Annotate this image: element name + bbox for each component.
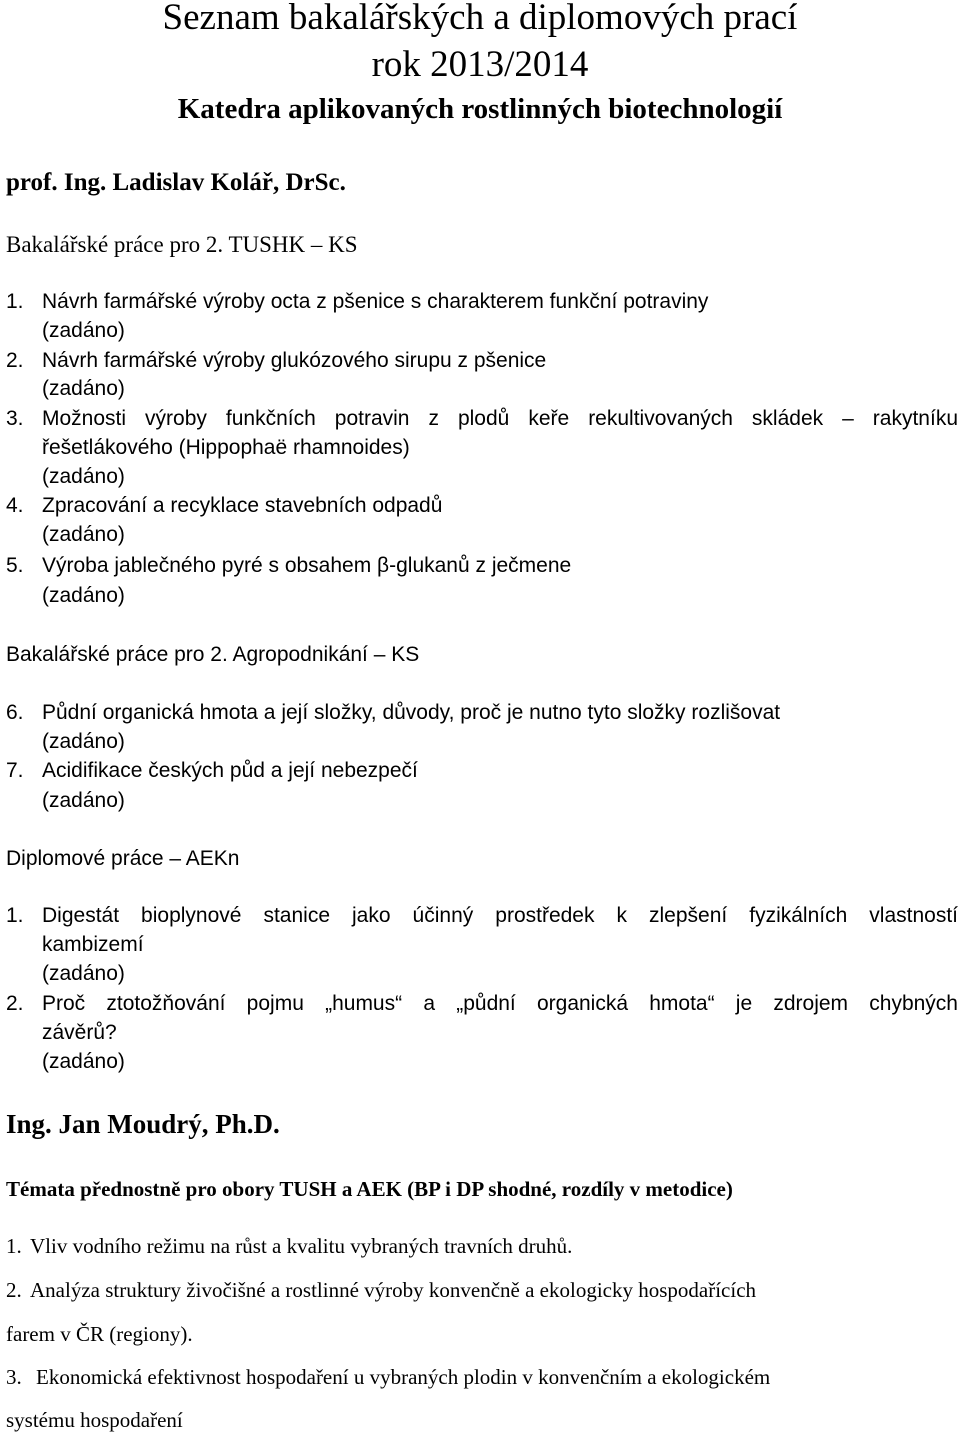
- section-heading: Bakalářské práce pro 2. TUSHK – KS: [6, 232, 358, 257]
- page-title: Seznam bakalářských a diplomových prací: [162, 0, 798, 38]
- item-title: Možnosti výroby funkčních potravin z plodů keře rekultivovaných skládek – rakytníku: [42, 407, 958, 430]
- supervisor-name: Ing. Jan Moudrý, Ph.D.: [6, 1109, 280, 1139]
- item-title: Zpracování a recyklace stavebních odpadů: [42, 494, 443, 517]
- department-name: Katedra aplikovaných rostlinných biotechnologií: [177, 93, 783, 125]
- section-heading: Diplomové práce – AEKn: [6, 847, 240, 870]
- item-number: 5.: [6, 554, 24, 577]
- item-title: Návrh farmářské výroby octa z pšenice s charakterem funkční potraviny: [42, 290, 709, 313]
- item-number: 1.: [6, 290, 24, 313]
- item-status: (zadáno): [42, 465, 125, 488]
- item-number: 3.: [6, 407, 24, 430]
- item-title: Půdní organická hmota a její složky, důvody, proč je nutno tyto složky rozlišovat: [42, 701, 781, 724]
- item-title-continued: farem v ČR (regiony).: [6, 1322, 193, 1346]
- item-title: Ekonomická efektivnost hospodaření u vybraných plodin v konvenčním a ekologickém: [36, 1365, 771, 1389]
- item-title: Proč ztotožňování pojmu „humus“ a „půdní organická hmota“ je zdrojem chybných: [42, 992, 958, 1015]
- item-status: (zadáno): [42, 789, 125, 812]
- item-title-continued: kambizemí: [42, 933, 144, 956]
- item-number: 3.: [6, 1365, 22, 1389]
- topics-heading: Témata přednostně pro obory TUSH a AEK (BP i DP shodné, rozdíly v metodice): [6, 1177, 733, 1201]
- supervisor-name: prof. Ing. Ladislav Kolář, DrSc.: [6, 169, 346, 196]
- item-title: Analýza struktury živočišné a rostlinné výroby konvenčně a ekologicky hospodařících: [30, 1278, 757, 1302]
- item-title-continued: systému hospodaření: [6, 1408, 183, 1432]
- item-status: (zadáno): [42, 730, 125, 753]
- item-title: Návrh farmářské výroby glukózového sirupu z pšenice: [42, 349, 547, 372]
- item-number: 2.: [6, 1278, 22, 1302]
- item-title: Digestát bioplynové stanice jako účinný prostředek k zlepšení fyzikálních vlastností: [42, 904, 958, 927]
- section-heading: Bakalářské práce pro 2. Agropodnikání – KS: [6, 643, 420, 666]
- item-number: 7.: [6, 759, 24, 782]
- item-status: (zadáno): [42, 1050, 125, 1073]
- item-title-continued: závěrů?: [42, 1021, 117, 1044]
- item-status: (zadáno): [42, 319, 125, 342]
- item-number: 2.: [6, 349, 24, 372]
- item-status: (zadáno): [42, 962, 125, 985]
- item-status: (zadáno): [42, 377, 125, 400]
- page-subtitle-year: rok 2013/2014: [371, 44, 589, 85]
- item-status: (zadáno): [42, 523, 125, 546]
- item-number: 6.: [6, 701, 24, 724]
- item-number: 4.: [6, 494, 24, 517]
- item-title-continued: řešetlákového (Hippophaë rhamnoides): [42, 436, 410, 459]
- item-title: Vliv vodního režimu na růst a kvalitu vybraných travních druhů.: [30, 1234, 573, 1258]
- item-number: 1.: [6, 904, 24, 927]
- item-number: 2.: [6, 992, 24, 1015]
- item-title: Acidifikace českých půd a její nebezpečí: [42, 759, 418, 782]
- item-status: (zadáno): [42, 584, 125, 607]
- item-title: Výroba jablečného pyré s obsahem β-glukanů z ječmene: [42, 554, 572, 577]
- item-number: 1.: [6, 1234, 22, 1258]
